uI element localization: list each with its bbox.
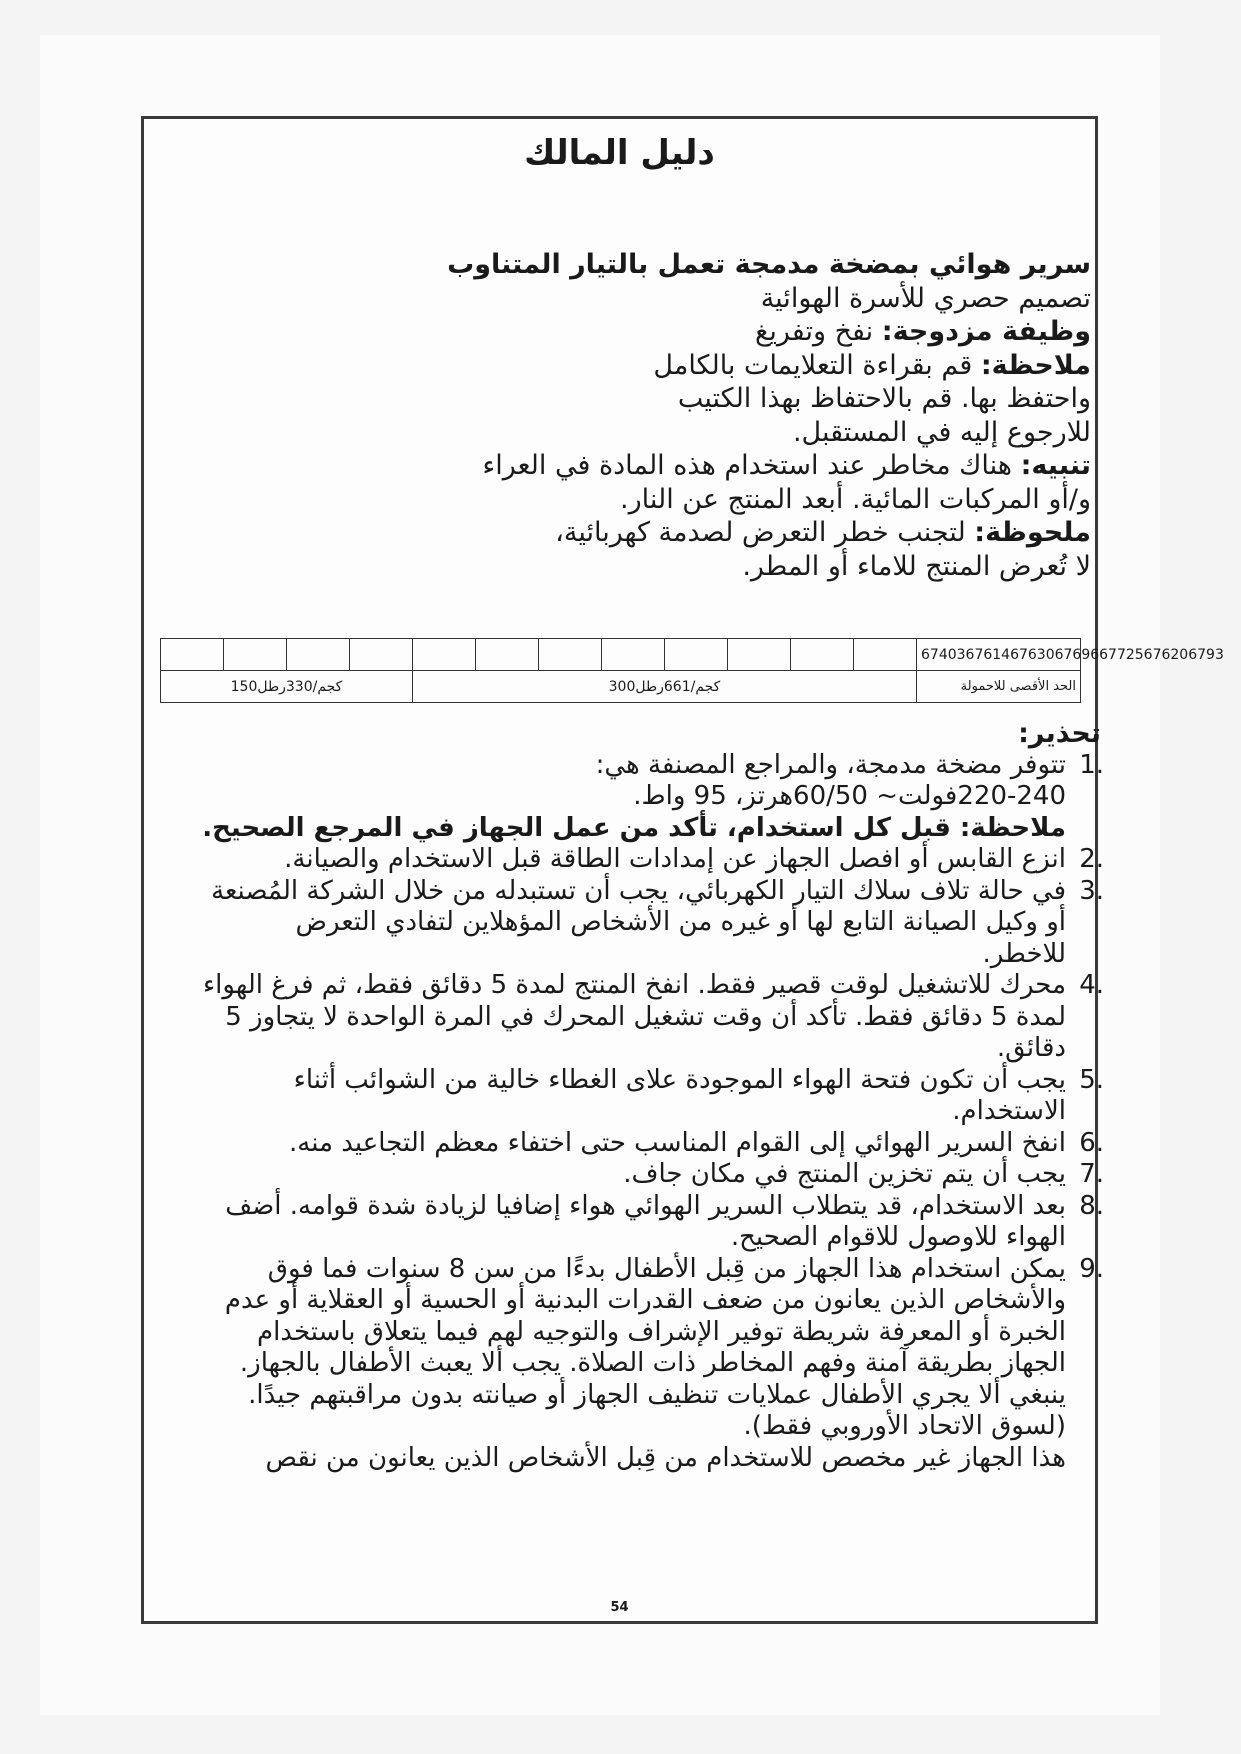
function-line: [331, 315, 1091, 349]
remark-text-1: لتجنب خطر التعرض لصدمة كهربائية،: [555, 517, 975, 548]
caution-text-1: هناك مخاطر عند استخدام هذه المادة في العراء: [482, 450, 1021, 481]
item-line: بعد الاستخدام، قد يتطلاب السرير الهوائي هواء إضافيا لزيادة شدة قوامه. أضف: [225, 1190, 1066, 1221]
spec-cell: [791, 639, 854, 671]
spec-cell: [476, 639, 539, 671]
page-number: 54: [610, 1600, 629, 1615]
item-line: في حالة تلاف سلاك التيار الكهربائي، يجب أن تستبدله من خلال الشركة المُصنعة: [211, 875, 1066, 906]
item-line: للاخطر.: [982, 938, 1066, 969]
item-line: (لسوق الاتحاد الأوروبي فقط).: [743, 1411, 1066, 1441]
note-line-1: [331, 349, 1091, 383]
item-number: 9.: [1079, 1253, 1104, 1284]
caution-line-1: [331, 449, 1091, 483]
item-line: والأشخاص الذين يعانون من ضعف القدرات البدنية أو الحسية أو العقلاية أو عدم: [224, 1285, 1066, 1315]
item-line: محرك للاتشغيل لوقت قصير فقط. انفخ المنتج لمدة 5 دقائق فقط، ثم فرغ الهواء: [202, 970, 1066, 1000]
spec-row-codes: [161, 639, 1081, 671]
warning-item-7: [141, 1159, 1104, 1191]
warning-item-2: [141, 844, 1104, 876]
item-line: انفخ السرير الهوائي إلى القوام المناسب حتى اختفاء معظم التجاعيد منه.: [289, 1127, 1066, 1158]
function-text: نفخ وتفريغ: [755, 316, 882, 347]
spec-cell: [413, 639, 476, 671]
intro-section: [331, 248, 1091, 583]
item-number: 8.: [1079, 1190, 1104, 1221]
caution-line-2: و/أو المركبات المائية. أبعد المنتج عن النار.: [620, 483, 1091, 515]
item-line: أو وكيل الصيانة التابع لها أو غيره من الأشخاص المؤهلاين لتفادي التعرض: [295, 907, 1066, 937]
item-line: ينبغي ألا يجري الأطفال عملايات تنظيف الجهاز أو صيانته بدون مراقبتهم جيدًا.: [248, 1379, 1066, 1410]
warning-item-8: [141, 1190, 1104, 1254]
design-line: تصميم حصري للأسرة الهوائية: [760, 282, 1091, 314]
spec-cell: [728, 639, 791, 671]
item-line: الاستخدام.: [952, 1096, 1066, 1126]
spec-cell: [224, 639, 287, 671]
function-label: وظيفة مزدوجة:: [881, 316, 1091, 347]
item-line: الخبرة أو المعرفة شريطة توفير الإشراف والتوجيه لهم فيما يتعلاق باستخدام: [256, 1316, 1066, 1347]
max-load-large: 300كجم/661رطل: [413, 671, 917, 703]
caution-label: تنبيه:: [1020, 450, 1091, 481]
warning-item-3: [141, 875, 1104, 971]
item-line: الجهاز بطريقة آمنة وفهم المخاطر ذات الصلاة. يجب ألا يعبث الأطفال بالجهاز.: [239, 1348, 1066, 1378]
warning-section: [141, 718, 1104, 1474]
spec-cell: [854, 639, 917, 671]
item-line: يجب أن تكون فتحة الهواء الموجودة علاى الغطاء خالية من الشوائب أثناء: [293, 1064, 1066, 1095]
product-codes: 6740367614676306769667725676206793: [917, 639, 1081, 671]
item-line: يجب أن يتم تخزين المنتج في مكان جاف.: [623, 1159, 1066, 1189]
product-name: سرير هوائي بمضخة مدمجة تعمل بالتيار المتناوب: [447, 249, 1091, 280]
item-number: 3.: [1079, 875, 1104, 906]
spec-row-load: [161, 671, 1081, 703]
remark-line-1: [331, 516, 1091, 550]
note-line: ملاحظة: قبل كل استخدام، تأكد من عمل الجهاز في المرجع الصحيح.: [202, 812, 1066, 843]
spec-cell: [602, 639, 665, 671]
max-load-small: 150كجم/330رطل: [161, 671, 413, 703]
item-number: 4.: [1079, 970, 1104, 1000]
note-text-1: قم بقراءة التعلايمات بالكامل: [653, 349, 981, 381]
spec-cell: [665, 639, 728, 671]
warning-list: [141, 749, 1104, 1475]
item-number: 5.: [1079, 1064, 1104, 1095]
item-line: دقائق.: [996, 1033, 1066, 1063]
page-title: دليل المالك: [524, 133, 715, 173]
warning-item-9: [141, 1253, 1104, 1475]
warning-heading: تحذير:: [1018, 718, 1101, 749]
note-line-2: واحتفظ بها. قم بالاحتفاظ بهذا الكتيب: [677, 383, 1091, 414]
item-line: لمدة 5 دقائق فقط. تأكد أن وقت تشغيل المحرك في المرة الواحدة لا يتجاوز 5: [225, 1001, 1066, 1032]
warning-item-5: [141, 1064, 1104, 1128]
item-line: 220-240فولت~ 60/50هرتز، 95 واط.: [633, 781, 1066, 811]
item-number: 6.: [1079, 1127, 1104, 1158]
item-line: هذا الجهاز غير مخصص للاستخدام من قِبل الأشخاص الذين يعانون من نقص: [265, 1442, 1066, 1473]
max-load-label: الحد الأقصى للاحمولة: [917, 671, 1081, 703]
item-number: 2.: [1079, 844, 1104, 874]
note-line-3: للارجوع إليه في المستقبل.: [792, 416, 1091, 448]
remark-label: ملحوظة:: [974, 517, 1091, 548]
warning-item-1: [141, 749, 1104, 845]
item-number: 7.: [1079, 1159, 1104, 1189]
remark-line-2: لا تُعرض المنتج للاماء أو المطر.: [742, 550, 1091, 582]
spec-cell: [161, 639, 224, 671]
inline-note-label: ملاحظة:: [959, 812, 1066, 843]
item-line: يمكن استخدام هذا الجهاز من قِبل الأطفال بدءًا من سن 8 سنوات فما فوق: [267, 1253, 1066, 1284]
spec-cell: [539, 639, 602, 671]
spec-cell: [287, 639, 350, 671]
spec-cell: [350, 639, 413, 671]
item-line: انزع القابس أو افصل الجهاز عن إمدادات الطاقة قبل الاستخدام والصيانة.: [284, 844, 1066, 874]
item-line: الهواء للاوصول للاقوام الصحيح.: [730, 1222, 1066, 1252]
warning-item-6: [141, 1127, 1104, 1160]
spec-table: [160, 638, 1224, 703]
item-number: 1.: [1079, 749, 1104, 780]
note-label: ملاحظة:: [980, 349, 1091, 381]
item-line: تتوفر مضخة مدمجة، والمراجع المصنفة هي:: [595, 749, 1066, 780]
warning-item-4: [141, 970, 1104, 1065]
